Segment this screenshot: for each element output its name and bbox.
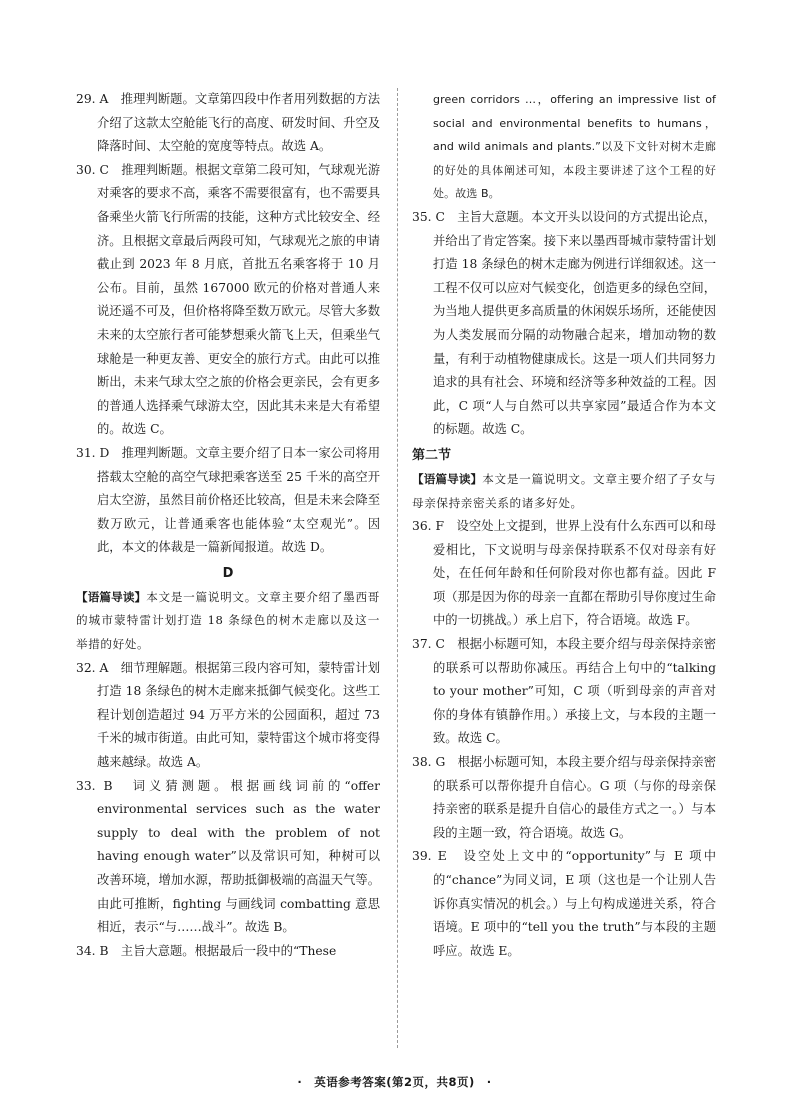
answer-34-continued: green corridors …，offering an impressive list of social and environmental benefits to humans，and wild animals and plants.”以及下文针对树木走廊的好处的具体阐述可知，本段主要讲述了这个工程的好处。故选 B。 [433,93,716,201]
section-heading-part2: 第二节 [412,447,452,463]
reading-guide-tag: 【语篇导读】 [412,471,483,486]
answer-31: 31. D 推理判断题。文章主要介绍了日本一家公司将用搭载太空舱的高空气球把乘客送至 25 千米的高空开启太空游，虽然目前价格还比较高，但是未来会降至数万欧元，让普通乘客也能体验“太空观光”。因此，本文的体裁是一篇新闻报道。故选 D。 [76,445,380,555]
reading-guide-text: 本文是一篇说明文。文章主要介绍了墨西哥的城市蒙特雷计划打造 18 条绿色的树木走廊以及这一举措的好处。 [76,589,380,652]
right-column [412,88,716,963]
left-column [76,88,380,963]
answer-35: 35. C 主旨大意题。本文开头以设问的方式提出论点，并给出了肯定答案。接下来以墨西哥城市蒙特雷计划打造 18 条绿色的树木走廊为例进行详细叙述。这一工程不仅可以应对气候变化，创造更多的绿色空间，为当地人提供更多高质量的休闲娱乐场所，还能使因为人类发展而分隔的动物融合起来，增加动物的数量，有利于动植物健康成长。这是一项人们共同努力追求的具有社会、环境和经济等多种效益的工程。因此，C 项“人与自然可以共享家园”最适合作为本文的标题。故选 C。 [412,209,716,437]
answer-39: 39. E 设空处上文中的“opportunity”与 E 项中的“chance”为同义词，E 项（这也是一个让别人告诉你真实情况的机会。）与上句构成递进关系，符合语境。E 项中的“tell you the truth”与本段的主题呼应。故选 E。 [412,849,716,958]
answer-37: 37. C 根据小标题可知，本段主要介绍与母亲保持亲密的联系可以帮助你减压。再结合上句中的“talking to your mother”可知，C 项（听到母亲的声音对你的身体有镇静作用。）承接上文，与本段的主题一致。故选 C。 [412,637,716,746]
answer-29: 29. A 推理判断题。文章第四段中作者用列数据的方法介绍了这款太空舱能飞行的高度、研发时间、升空及降落时间、太空舱的宽度等特点。故选 A。 [76,92,380,154]
reading-guide-tag: 【语篇导读】 [76,589,147,604]
reading-guide-d [76,586,380,657]
reading-guide-part2 [412,468,716,515]
page-footer: · 英语参考答案(第2页，共8页) · [297,1075,492,1089]
answer-30: 30. C 推理判断题。根据文章第二段可知，气球观光游对乘客的要求不高，乘客不需要很富有，也不需要具备乘坐火箭飞行所需的技能，这种方式比较安全、经济。且根据文章最后两段可知，气球观光之旅的申请截止到 2023 年 8 月底，首批五名乘客将于 10 月公布。目前，虽然 167000 欧元的价格对普通人来说还遥不可及，但价格将降至数万欧元。尽管大多数未来的太空旅行者可能梦想乘火箭飞上天，但乘坐气球舱是一种更友善、更安全的旅行方式。由此可以推断出，未来气球太空之旅的价格会更亲民，会有更多的普通人选择乘气球游太空，因此其未来是大有希望的。故选 C。 [76,162,380,437]
section-heading-d: D [222,565,234,581]
answer-32: 32. A 细节理解题。根据第三段内容可知，蒙特雷计划打造 18 条绿色的树木走廊来抵御气候变化。这些工程计划创造超过 94 万平方米的公园面积，超过 73 千米的城市街道。由此可知，蒙特雷这个城市将变得越来越绿。故选 A。 [76,660,380,770]
answer-34-start: 34. B 主旨大意题。根据最后一段中的“These [76,943,337,958]
reading-guide-text: 本文是一篇说明文。文章主要介绍了子女与母亲保持亲密关系的诸多好处。 [412,471,716,510]
answer-33: 33. B 词义猜测题。根据画线词前的“offer environmental services such as the water supply to deal with the problem of not having enough water”以及常识可知，种树可以改善环境，增加水源，帮助抵御极端的高温天气等。由此可推断，fighting 与画线词 combatting 意思相近，表示“与……战斗”。故选 B。 [76,778,380,935]
column-divider [397,88,398,1048]
answer-38: 38. G 根据小标题可知，本段主要介绍与母亲保持亲密的联系可以帮你提升自信心。G 项（与你的母亲保持亲密的联系是提升自信心的最佳方式之一。）与本段的主题一致，符合语境。故选 G。 [412,755,716,840]
answer-36: 36. F 设空处上文提到，世界上没有什么东西可以和母爱相比，下文说明与母亲保持联系不仅对母亲有好处，在任何年龄和任何阶段对你也都有益。因此 F 项（那是因为你的母亲一直都在帮助引导你度过生命中的一切挑战。）承上启下，符合语境。故选 F。 [412,519,716,628]
